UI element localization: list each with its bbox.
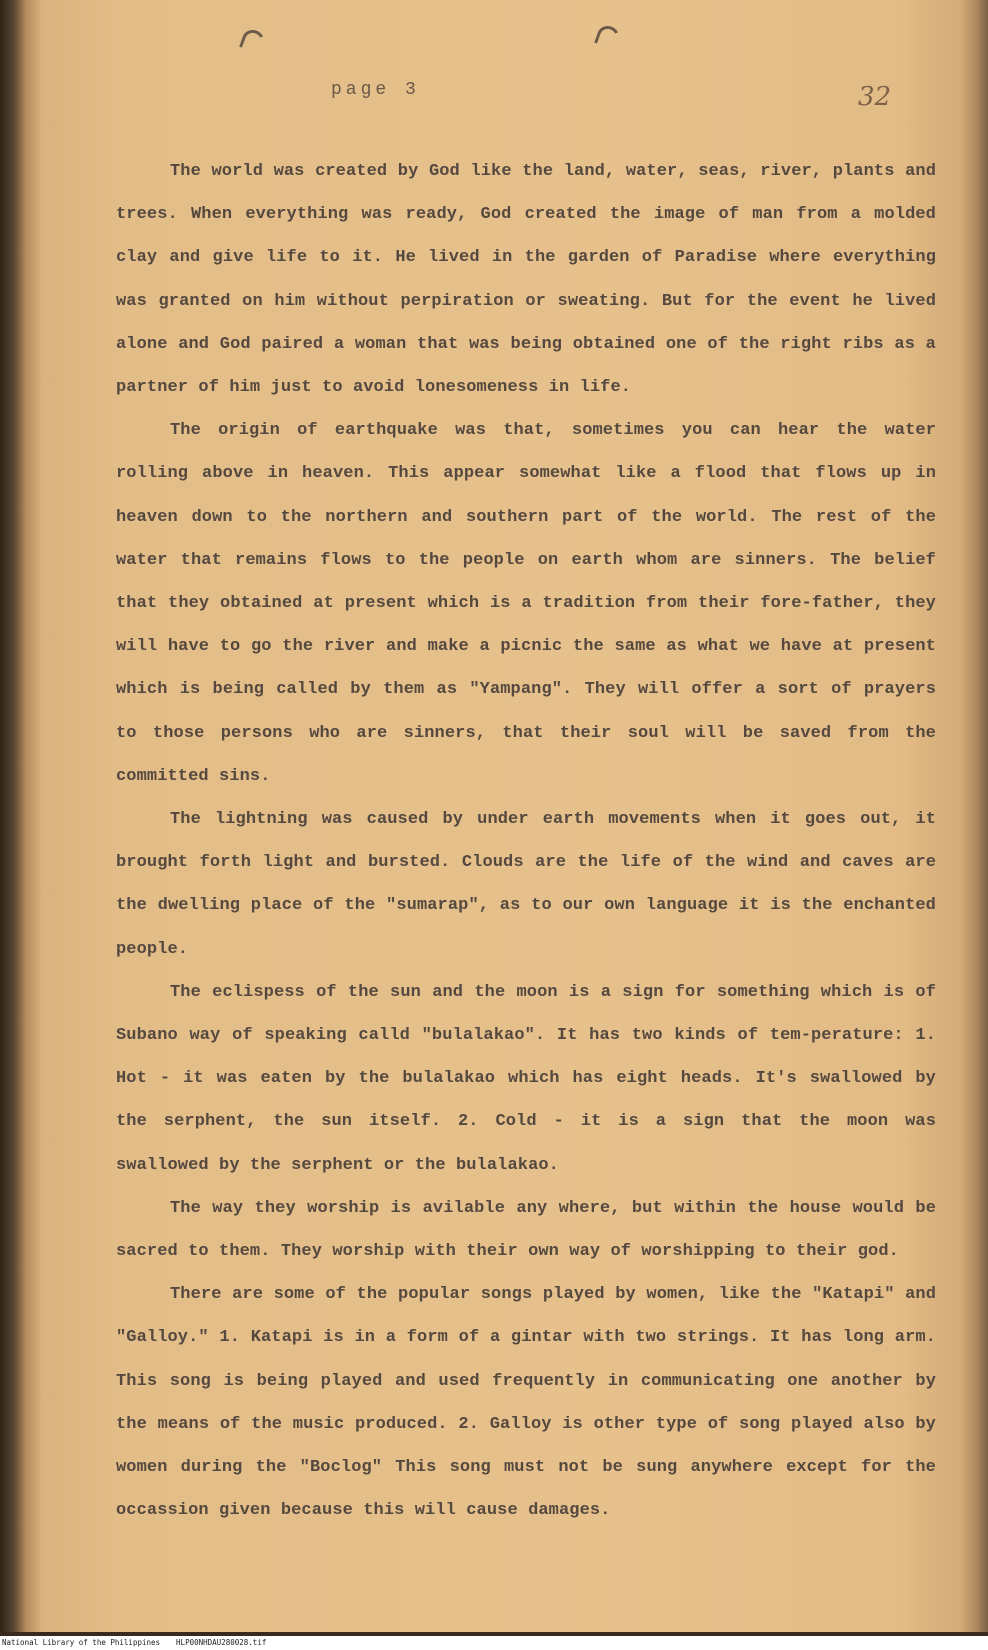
paragraph-earthquake: The origin of earthquake was that, sometimes you can hear the water rolling above in heaven. This appear somewhat like a flood that flows up in heaven down to the northern and southern part of the world. The rest of the water that remains flows to the people on earth whom are sinners. The belief that they obtained at present which is a tradition from their fore-father, they will have to go the river and make a picnic the same as what we have at present which is being called by them as "Yampang". They will offer a sort of prayers to those persons who are sinners, that their soul will be saved from the committed sins. — [116, 421, 936, 786]
paper-clip-mark — [594, 23, 622, 50]
paragraph-eclipse: The eclispess of the sun and the moon is a sign for something which is of Subano way of speaking calld "bulalakao". It has two kinds of tem-perature: 1. Hot - it was eaten by the bulalakao which has eight heads. It's swallowed by the serphent, the sun itself. 2. Cold - it is a sign that the moon was swallowed by the serphent or the bulalakao. — [116, 982, 936, 1175]
file-id-label: HLP00NHDAU280028.tif — [176, 1638, 267, 1647]
handwritten-folio-number: 32 — [858, 82, 892, 112]
paragraph-lightning: The lightning was caused by under earth movements when it goes out, it brought forth light and bursted. Clouds are the life of the wind and caves are the dwelling place of the "sumarap", as to our own language it is the enchanted people. — [116, 810, 936, 959]
paragraph-worship: The way they worship is avilable any where, but within the house would be sacred to them. They worship with their own way of worshipping to their god. — [116, 1198, 936, 1262]
paragraph-creation: The world was created by God like the land, water, seas, river, plants and trees. When everything was ready, God created the image of man from a molded clay and give life to it. He lived in the garden of Paradise where everything was granted on him without perpiration or sweating. But for the event he lived alone and God paired a woman that was being obtained one of the right ribs as a partner of him just to avoid lonesomeness in life. — [116, 162, 936, 398]
paragraph-songs: There are some of the popular songs played by women, like the "Katapi" and "Galloy." 1. Katapi is in a form of a gintar with two strings. It has long arm. This song is being played and used frequently in communicating one another by the means of the music produced. 2. Galloy is other type of song played also by women during the "Boclog" This song must not be sung anywhere except for the occassion given because this will cause damages. — [116, 1285, 936, 1521]
paper-clip-mark — [239, 27, 267, 54]
institution-label: National Library of the Philippines — [2, 1638, 161, 1647]
page-number-label: page 3 — [331, 80, 420, 100]
scan-footer — [0, 1636, 988, 1650]
document-body — [116, 150, 936, 1533]
